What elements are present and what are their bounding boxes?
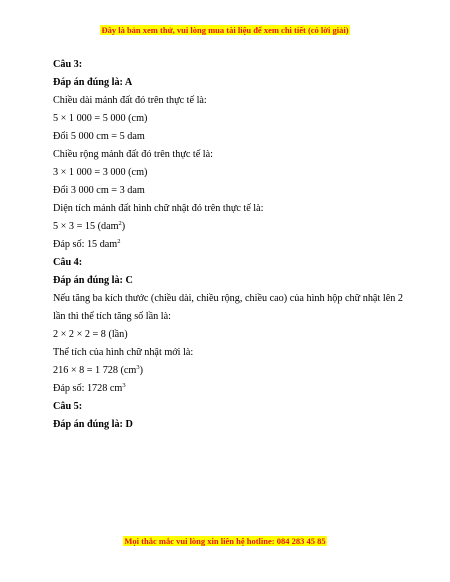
question-4-line-1: Nếu tăng ba kích thước (chiều dài, chiều rộng, chiều cao) của hình hộp chữ nhật lên 2 lần thì thể tích tăng số lần là:: [53, 293, 403, 322]
volume-result-text: Đáp số: 1728 cm: [53, 383, 123, 394]
area-calc-close: ): [121, 221, 126, 232]
document-body: [53, 56, 403, 434]
volume-calc-text: 216 × 8 = 1 728 (cm: [53, 365, 137, 376]
question-3-line-2: 5 × 1 000 = 5 000 (cm): [53, 113, 148, 124]
question-3-line-9: [53, 236, 403, 254]
area-result-text: Đáp số: 15 dam: [53, 239, 118, 250]
hotline-text: Mọi thắc mắc vui lòng xin liên hệ hotline: 084 283 45 85: [124, 536, 326, 546]
question-3-line-8: [53, 218, 403, 236]
question-3-line-3: Đổi 5 000 cm = 5 dam: [53, 131, 145, 142]
question-4-title: Câu 4:: [53, 257, 83, 268]
question-4-line-5: [53, 380, 403, 398]
question-4-line-2: 2 × 2 × 2 = 8 (lần): [53, 329, 128, 340]
preview-notice-text: Đây là bản xem thử, vui lòng mua tài liệu để xem chi tiết (có lời giải): [101, 25, 349, 35]
question-3-answer: Đáp án đúng là: A: [53, 77, 133, 88]
area-result-exponent: 2: [117, 238, 121, 245]
volume-result-exponent: 3: [122, 382, 126, 389]
question-3-line-5: 3 × 1 000 = 3 000 (cm): [53, 167, 148, 178]
question-3-line-6: Đổi 3 000 cm = 3 dam: [53, 185, 145, 196]
question-5-answer: Đáp án đúng là: D: [53, 419, 133, 430]
question-4-line-4: [53, 362, 403, 380]
question-3-title: Câu 3:: [53, 59, 83, 70]
question-4-answer: Đáp án đúng là: C: [53, 275, 133, 286]
question-4-line-3: Thể tích của hình chữ nhật mới là:: [53, 347, 194, 358]
question-3-line-1: Chiều dài mảnh đất đó trên thực tế là:: [53, 95, 207, 106]
hotline-banner: [0, 536, 450, 546]
question-3-line-4: Chiều rộng mảnh đất đó trên thực tế là:: [53, 149, 213, 160]
question-5-title: Câu 5:: [53, 401, 83, 412]
area-unit-exponent: 2: [118, 220, 122, 227]
volume-calc-close: ): [139, 365, 144, 376]
volume-unit-exponent: 3: [136, 364, 140, 371]
preview-notice-banner: [0, 25, 450, 35]
area-calc-text: 5 × 3 = 15 (dam: [53, 221, 119, 232]
question-3-line-7: Diện tích mảnh đất hình chữ nhật đó trên thực tế là:: [53, 203, 264, 214]
